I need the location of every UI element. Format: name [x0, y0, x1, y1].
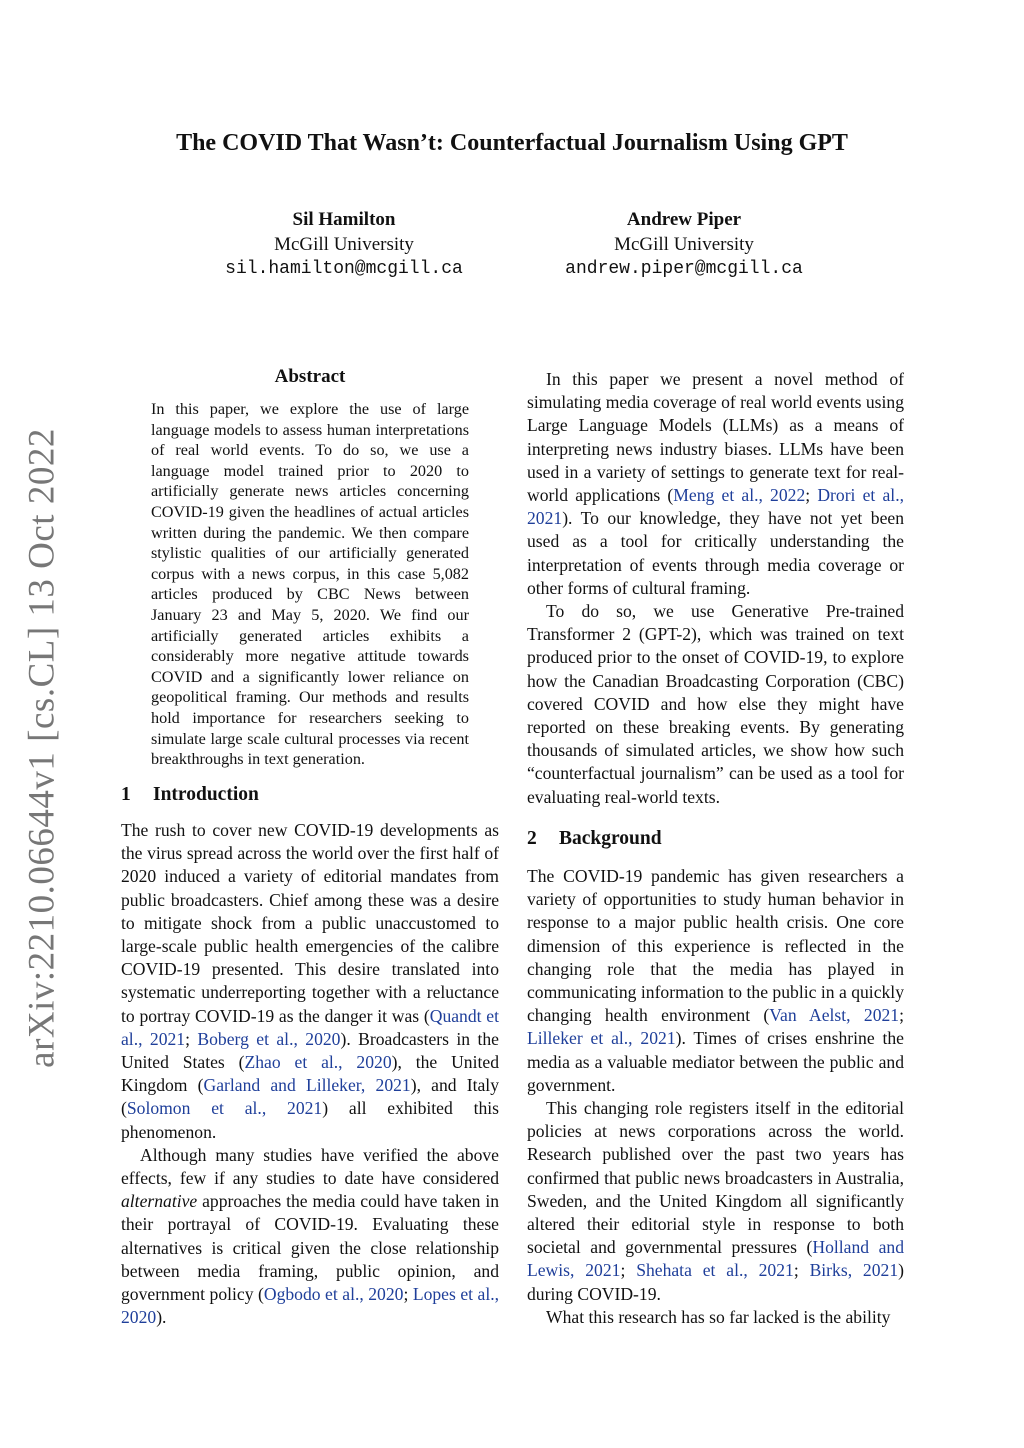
abstract-text: In this paper, we explore the use of large language models to assess human interpretations of real world events. To do so, we use a language model trained prior to 2020 to artificially generate news articles concerning COVID-19 given the headlines of actual articles written during the pandemic. We then compare stylistic qualities of our artificially generated corpus with a news corpus, in this case 5,082 articles produced by CBC News between January 23 and May 5, 2020. We find our artificially generated articles exhibits a considerably more negative attitude towards COVID and a significantly lower reliance on geopolitical framing. Our methods and results hold importance for researchers seeking to simulate large scale cultural processes via recent breakthroughs in text generation.	[151, 400, 469, 769]
author-email[interactable]: andrew.piper@mcgill.ca	[565, 259, 803, 279]
citation-link[interactable]: Meng et al., 2022	[673, 485, 806, 506]
author-name: Sil Hamilton	[292, 209, 396, 230]
author-block	[192, 207, 496, 282]
paragraph: Although many studies have verified the above effects, few if any studies to date have considered alternative approaches the media could have taken in their portrayal of COVID-19. Evaluating these alternatives is critical given the close relationship between media framing, public opinion, and government policy (Ogbodo et al., 2020; Lopes et al., 2020).	[121, 1144, 500, 1328]
introduction-text	[121, 819, 499, 1329]
paper-title: The COVID That Wasn’t: Counterfactual Journalism Using GPT	[176, 130, 848, 156]
citation-link[interactable]: Garland and Lilleker, 2021	[203, 1075, 411, 1096]
author-name: Andrew Piper	[626, 209, 742, 230]
section-title: Background	[559, 828, 662, 849]
paragraph: What this research has so far lacked is the ability	[546, 1306, 891, 1327]
citation-link[interactable]: Van Aelst, 2021	[769, 1005, 900, 1026]
citation-link[interactable]: Birks, 2021	[809, 1260, 899, 1281]
citation-link[interactable]: Lilleker et al., 2021	[527, 1028, 676, 1049]
citation-link[interactable]: Drori et al., 2021	[527, 485, 904, 529]
paragraph: To do so, we use Generative Pre-trained Transformer 2 (GPT-2), which was trained on text produced prior to the onset of COVID-19, to explore how the Canadian Broadcasting Corporation (CBC) covered COVID and how else they might have reported on these breaking events. By generating thousands of simulated articles, we show how such “counterfactual journalism” can be used as a tool for evaluating real-world texts.	[527, 601, 904, 807]
section-heading-background	[527, 828, 662, 850]
author-affiliation: McGill University	[274, 234, 414, 255]
section-title: Introduction	[153, 784, 259, 805]
arxiv-stamp[interactable]: arXiv:2210.06644v1 [cs.CL] 13 Oct 2022	[21, 428, 63, 1068]
citation-link[interactable]: Quandt et al., 2021	[121, 1005, 500, 1049]
paragraph: The rush to cover new COVID-19 developments as the virus spread across the world over the first half of 2020 induced a variety of editorial mandates from public broadcasters. Chief among these was a desire to mitigate shock from a public unaccustomed to large-scale public health emergencies of the calibre COVID-19 presented. This desire translated into systematic underreporting together with a reluctance to portray COVID-19 as the danger it was (Quandt et al., 2021; Boberg et al., 2020). Broadcasters in the United States (Zhao et al., 2020), the United Kingdom (Garland and Lilleker, 2021), and Italy (Solomon et al., 2021) all exhibited this phenomenon.	[121, 820, 500, 1142]
section-number: 2	[527, 828, 537, 849]
introduction-text-continued	[527, 368, 904, 809]
section-heading-introduction	[121, 784, 259, 806]
background-text	[527, 865, 904, 1329]
citation-link[interactable]: Boberg et al., 2020	[197, 1028, 341, 1049]
citation-link[interactable]: Solomon et al., 2021	[126, 1098, 323, 1119]
citation-link[interactable]: Shehata et al., 2021	[636, 1260, 794, 1281]
author-email[interactable]: sil.hamilton@mcgill.ca	[225, 259, 463, 279]
paragraph: The COVID-19 pandemic has given researchers a variety of opportunities to study human behavior in response to a major public health crisis. One core dimension of this experience is reflected in the changing role that the media has played in communicating information to the public in a quickly changing health environment (Van Aelst, 2021; Lilleker et al., 2021). Times of crises enshrine the media as a valuable mediator between the public and government.	[527, 866, 904, 1095]
author-block	[532, 207, 836, 282]
citation-link[interactable]: Ogbodo et al., 2020	[263, 1284, 404, 1305]
citation-link[interactable]: Zhao et al., 2020	[244, 1052, 392, 1073]
paragraph: This changing role registers itself in the editorial policies at news corporations across the world. Research published over the past two years has confirmed that public news broadcasters in Australia, Sweden, and the United Kingdom all significantly altered their editorial style in response to both societal and governmental pressures (Holland and Lewis, 2021; Shehata et al., 2021; Birks, 2021) during COVID-19.	[527, 1098, 905, 1304]
paragraph: In this paper we present a novel method of simulating media coverage of real world events using Large Language Models (LLMs) as a means of interpreting news industry biases. LLMs have been used in a variety of settings to generate text for real-world applications (Meng et al., 2022; Drori et al., 2021). To our knowledge, they have not yet been used as a tool for critically understanding the interpretation of events through media coverage or other forms of cultural framing.	[527, 369, 904, 598]
emphasis: alternative	[121, 1191, 198, 1212]
author-affiliation: McGill University	[614, 234, 754, 255]
citation-link[interactable]: Lopes et al., 2020	[121, 1284, 500, 1328]
abstract-heading: Abstract	[274, 366, 346, 387]
citation-link[interactable]: Holland and Lewis, 2021	[527, 1237, 905, 1281]
section-number: 1	[121, 784, 131, 805]
